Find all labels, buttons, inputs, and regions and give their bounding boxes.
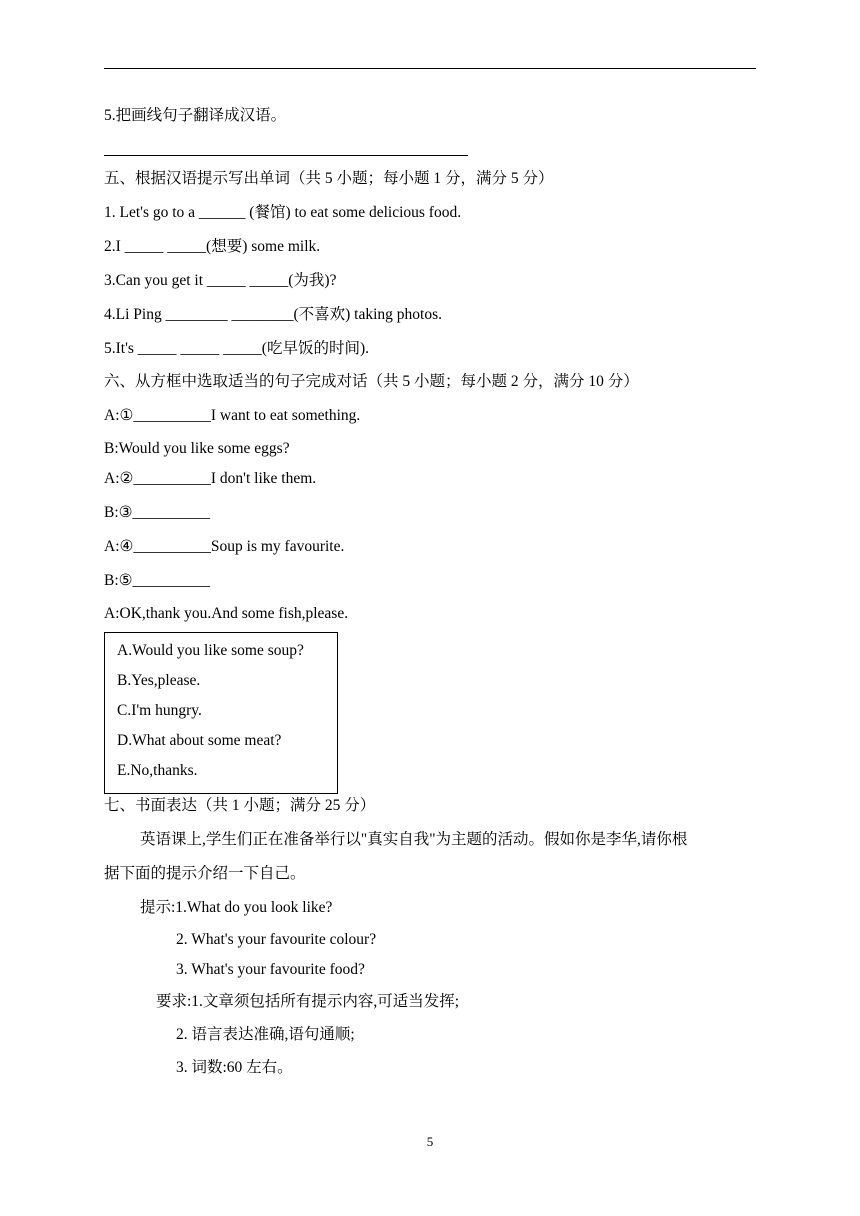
section6-title: 六、从方框中选取适当的句子完成对话（共 5 小题；每小题 2 分，满分 10 分）: [104, 373, 639, 390]
option-item: C.I'm hungry.: [117, 702, 202, 719]
dialogue-line: B:Would you like some eggs?: [104, 440, 290, 457]
question-translate: 5.把画线句子翻译成汉语。: [104, 107, 287, 124]
section5-item: 2.I _____ _____(想要) some milk.: [104, 238, 321, 255]
dialogue-line: A:④__________Soup is my favourite.: [104, 538, 345, 555]
dialogue-line: B:③__________: [104, 504, 211, 521]
prompt-paragraph-line1: 英语课上,学生们正在准备举行以"真实自我"为主题的活动。假如你是李华,请你根: [140, 831, 688, 848]
option-item: B.Yes,please.: [117, 672, 201, 689]
section5-item: 4.Li Ping ________ ________(不喜欢) taking photos.: [104, 306, 442, 323]
option-item: E.No,thanks.: [117, 762, 198, 779]
dialogue-line: B:⑤__________: [104, 572, 211, 589]
requirement-item: 要求:1.文章须包括所有提示内容,可适当发挥;: [156, 993, 460, 1010]
section5-item: 1. Let's go to a ______ (餐馆) to eat some delicious food.: [104, 204, 462, 221]
hint-item: 2. What's your favourite colour?: [176, 931, 377, 948]
requirement-item: 3. 词数:60 左右。: [176, 1059, 293, 1076]
options-box: [104, 632, 338, 794]
section5-title: 五、根据汉语提示写出单词（共 5 小题；每小题 1 分，满分 5 分）: [104, 170, 554, 187]
section7-title: 七、书面表达（共 1 小题；满分 25 分）: [104, 797, 376, 814]
section5-item: 3.Can you get it _____ _____(为我)?: [104, 272, 337, 289]
answer-blank-line: [104, 155, 468, 156]
option-item: A.Would you like some soup?: [117, 642, 304, 659]
section5-item: 5.It's _____ _____ _____(吃早饭的时间).: [104, 340, 369, 357]
page-number: 5: [426, 1134, 434, 1149]
header-rule: [104, 68, 756, 69]
hint-item: 提示:1.What do you look like?: [140, 899, 333, 916]
hint-item: 3. What's your favourite food?: [176, 961, 365, 978]
prompt-paragraph-line2: 据下面的提示介绍一下自己。: [104, 865, 306, 882]
dialogue-line: A:②__________I don't like them.: [104, 470, 317, 487]
requirement-item: 2. 语言表达准确,语句通顺;: [176, 1026, 355, 1043]
dialogue-line: A:①__________I want to eat something.: [104, 407, 361, 424]
option-item: D.What about some meat?: [117, 732, 282, 749]
dialogue-line: A:OK,thank you.And some fish,please.: [104, 605, 349, 622]
